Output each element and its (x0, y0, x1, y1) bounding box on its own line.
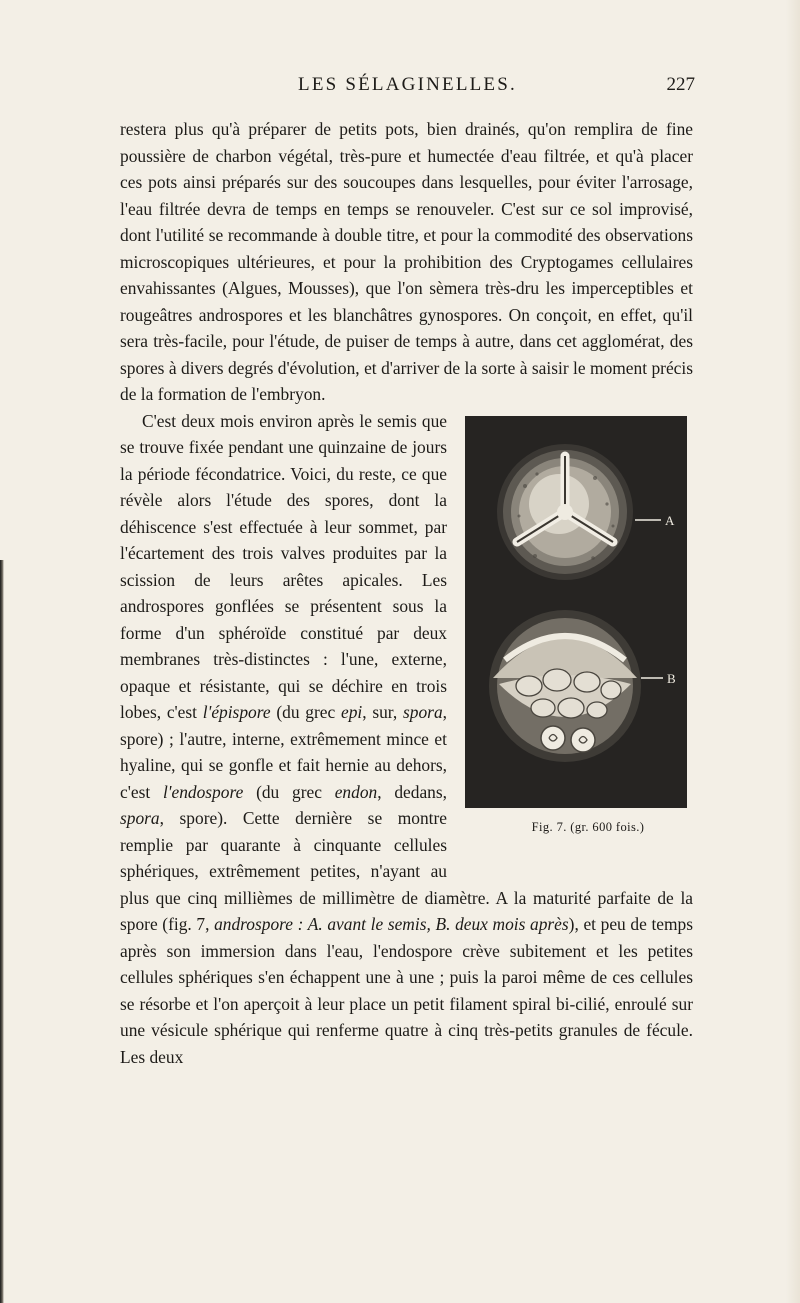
text-run: restera plus qu'à préparer de petits pots, bien drainés, qu'on remplira de fine poussière de charbon végétal, très-pure et humectée d'eau filtrée, et qu'à placer ces pots ainsi préparés sur des soucoupes dans lesquelles, pour éviter l'arrosage, l'eau filtrée devra de temps en temps se renouveler. C'est sur ce sol improvisé, dont l'utilité se recommande à double titre, et pour la commodité des observations microscopiques ultérieures, et pour la prohibition des Cryptogames cellulaires envahissantes (Algues, Mousses), que l'on sèmera très-dru les imperceptibles et rougeâtres androspores et les blanchâtres gynospores. On conçoit, en effet, qu'il sera très-facile, pour l'étude, de puiser de temps à autre, dans cet agglomérat, des spores à divers degrés d'évolution, et d'arriver de la sorte à saisir le moment précis de la formation de l'embryon. (120, 119, 693, 404)
page-number: 227 (666, 74, 695, 95)
text-run: , spore) ; l'autre, interne, extrêmement mince et hyaline, qui se gonfle et fait hernie au dehors, c'est (120, 702, 447, 802)
text-run: ), et peu de temps après son immersion dans l'eau, l'endospore crève subitement et les petites cellules sphériques s'en échappent une à une ; puis la paroi même de ces cellules se résorbe et l'on aperçoit à leur place un petit filament spiral bi-cilié, enroulé sur une vésicule sphérique qui renferme quatre à cinq très-petits granules de fécule. Les deux (120, 914, 693, 1067)
figure-caption: Fig. 7. (gr. 600 fois.) (531, 819, 645, 834)
text-run: C'est deux mois environ après le semis que se trouve fixée pendant une quinzaine de jours la période fécondatrice. Voici, du reste, ce que révèle alors l'étude des spores, dont la déhiscence s'est effectuée à leur sommet, par l'écartement des trois valves produites par la scission de leurs arêtes apicales. Les androspores gonflées se présentent sous la forme d'un sphéroïde constitué par deux membranes très-distinctes : l'une, externe, opaque et résistante, qui se déchire en trois lobes, c'est (120, 410, 447, 722)
figure-7 (461, 414, 693, 858)
italic-term: epi (340, 702, 363, 722)
text-run: , dedans, (377, 781, 447, 802)
spore-illustration (465, 416, 687, 808)
italic-term: l'épispore (202, 702, 271, 722)
spore-b-illustration (489, 610, 641, 762)
running-title: LES SÉLAGINELLES. (298, 74, 517, 95)
italic-term: androspore : A. avant le semis, B. deux mois après (214, 914, 569, 934)
paragraph (120, 116, 693, 408)
running-head (120, 74, 695, 100)
spore-a-illustration (497, 444, 633, 580)
italic-term: l'endospore (162, 781, 244, 802)
figure-label-b: B (667, 670, 676, 686)
text-run: (du grec (243, 781, 335, 802)
text-run: (du grec (270, 702, 341, 722)
body-text (120, 116, 693, 1070)
text-run: , sur, (362, 702, 404, 722)
paragraph (120, 408, 693, 1071)
text-run: , spore). Cette dernière se montre remplie par quarante à cinquante cellules sphériques, extrêmement petites, n'ayant au plus que cinq millièmes de millimètre de diamètre. A la maturité parfaite de la spore (fig. 7, (120, 808, 693, 934)
italic-term: spora (120, 808, 160, 828)
italic-term: endon (334, 781, 378, 802)
figure-label-a: A (665, 512, 675, 528)
book-binding-edge (0, 560, 4, 1303)
italic-term: spora (403, 702, 443, 722)
page-edge-shadow (786, 0, 800, 1303)
